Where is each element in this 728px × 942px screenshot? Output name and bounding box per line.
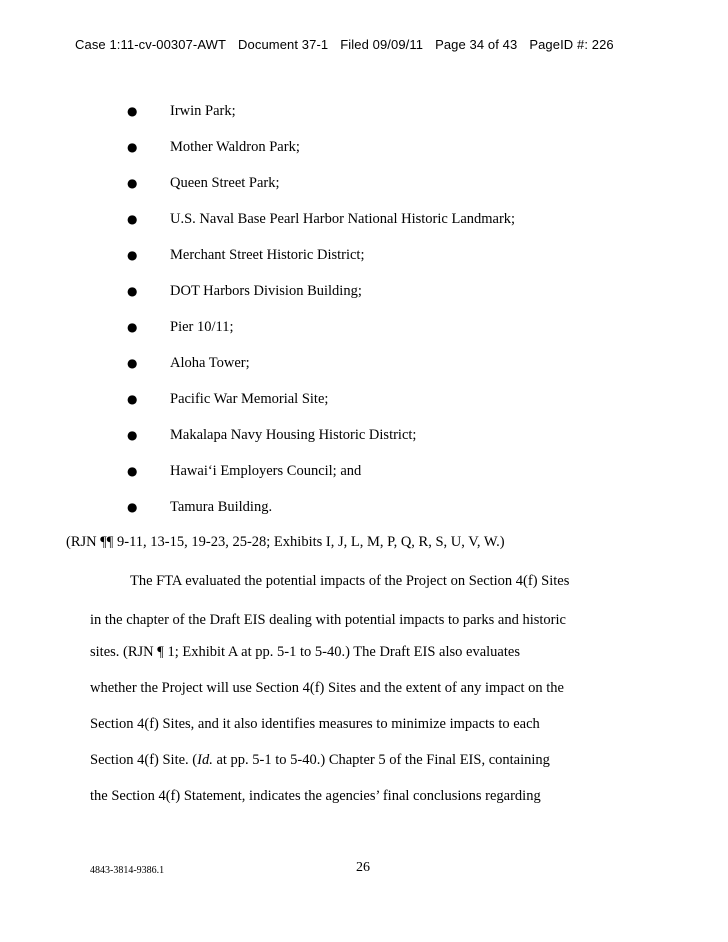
bullet-icon: ● [127, 464, 138, 478]
rjn-citation: (RJN ¶¶ 9-11, 13-15, 19-23, 25-28; Exhibits I, J, L, M, P, Q, R, S, U, V, W.) [66, 534, 505, 550]
footer-page-number: 26 [356, 860, 370, 875]
list-item-text: DOT Harbors Division Building; [170, 283, 362, 299]
bullet-icon: ● [127, 104, 138, 118]
list-item [0, 425, 728, 445]
list-item [0, 209, 728, 229]
footer-document-id: 4843-3814-9386.1 [90, 865, 165, 876]
case-header [75, 37, 614, 52]
line-text: at pp. 5-1 to 5-40.) Chapter 5 of the Final EIS, containing [212, 752, 550, 768]
page-count: Page 34 of 43 [435, 37, 518, 52]
list-item [0, 101, 728, 121]
list-item [0, 137, 728, 157]
paragraph-line [90, 750, 550, 770]
line-text: Section 4(f) Site. ( [90, 752, 198, 768]
list-item-text: Pier 10/11; [170, 319, 234, 335]
paragraph-line: Section 4(f) Sites, and it also identifies measures to minimize impacts to each [90, 716, 540, 732]
bullet-icon: ● [127, 248, 138, 262]
bullet-icon: ● [127, 500, 138, 514]
list-item [0, 497, 728, 517]
list-item-text: Queen Street Park; [170, 175, 280, 191]
paragraph-line: in the chapter of the Draft EIS dealing with potential impacts to parks and historic [90, 612, 566, 628]
list-item-text: Irwin Park; [170, 103, 236, 119]
bullet-icon: ● [127, 392, 138, 406]
list-item [0, 461, 728, 481]
bullet-icon: ● [127, 320, 138, 334]
paragraph-line: sites. (RJN ¶ 1; Exhibit A at pp. 5-1 to 5-40.) The Draft EIS also evaluates [90, 644, 520, 660]
id-citation: Id. [197, 752, 213, 768]
list-item [0, 281, 728, 301]
list-item [0, 389, 728, 409]
list-item-text: Merchant Street Historic District; [170, 247, 365, 263]
list-item-text: Hawai‘i Employers Council; and [170, 463, 362, 479]
bullet-icon: ● [127, 284, 138, 298]
list-item [0, 317, 728, 337]
list-item-text: Tamura Building. [170, 499, 273, 515]
paragraph-line: The FTA evaluated the potential impacts of the Project on Section 4(f) Sites [130, 573, 570, 589]
list-item [0, 173, 728, 193]
list-item [0, 353, 728, 373]
list-item-text: Mother Waldron Park; [170, 139, 300, 155]
bullet-icon: ● [127, 356, 138, 370]
list-item-text: Aloha Tower; [170, 355, 250, 371]
filed-date: Filed 09/09/11 [340, 37, 424, 52]
document-number: Document 37-1 [238, 37, 329, 52]
bullet-icon: ● [127, 140, 138, 154]
bullet-icon: ● [127, 176, 138, 190]
list-item-text: Pacific War Memorial Site; [170, 391, 329, 407]
list-item-text: Makalapa Navy Housing Historic District; [170, 427, 417, 443]
paragraph-line: the Section 4(f) Statement, indicates the agencies’ final conclusions regarding [90, 788, 541, 804]
list-item-text: U.S. Naval Base Pearl Harbor National Historic Landmark; [170, 211, 516, 227]
case-number: Case 1:11-cv-00307-AWT [75, 37, 227, 52]
paragraph-line: whether the Project will use Section 4(f) Sites and the extent of any impact on the [90, 680, 564, 696]
bullet-icon: ● [127, 428, 138, 442]
page-id: PageID #: 226 [529, 37, 614, 52]
bullet-icon: ● [127, 212, 138, 226]
list-item [0, 245, 728, 265]
